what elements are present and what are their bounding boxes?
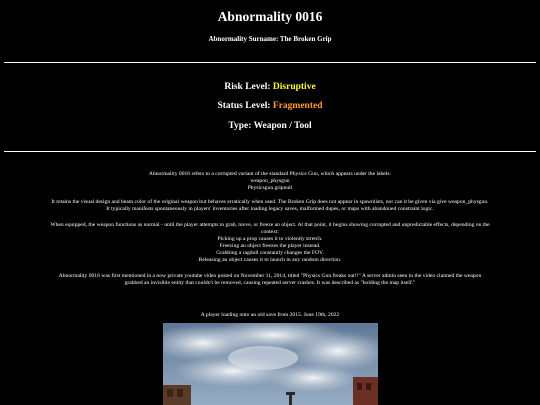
paragraph-line: Physicsgun.gripnull <box>247 185 293 192</box>
paragraph-appearance <box>0 199 540 213</box>
page-title: Abnormality 0016 <box>217 9 323 24</box>
paragraph-history <box>0 273 540 287</box>
paragraph-line: Abnormality 0016 was first mentioned in a now private youtube video posted on November 11, 2014, titled "Physics Gun freaks out!!" A server admin seen in the video claimed the weapon <box>58 273 482 279</box>
risk-level-label: Risk Level: <box>224 82 273 92</box>
image-caption: A player loading onto an old save from 2015. June 19th, 2022 <box>200 312 340 318</box>
paragraph-line: grabbed an invisible entity that couldn't be removed, causing repeated server crashes. It was described as "holding the map itself." <box>124 280 416 287</box>
paragraph-line: Abnormality 0016 refers to a corrupted variant of the standard Physics Gun, which appears under the labels: <box>148 171 392 177</box>
status-level <box>0 101 540 111</box>
divider-top <box>4 62 536 63</box>
effect-item: Freezing an object freezes the player instead. <box>219 243 321 250</box>
paragraph-effects <box>0 222 540 265</box>
effect-item: Grabbing a ragdoll constantly changes the FOV. <box>216 250 324 257</box>
paragraph-intro <box>0 171 540 192</box>
abnormality-type: Type: Weapon / Tool <box>228 121 312 131</box>
effect-item: Releasing an object causes it to launch in any random direction. <box>198 257 342 264</box>
risk-level-value: Disruptive <box>272 82 316 92</box>
risk-level <box>0 82 540 92</box>
paragraph-line: It retains the visual design and beam color of the original weapon but behaves erratically when used. The Broken Grip does not appear in spawnlists, nor can it be given via give weapon_physgun. <box>51 199 489 205</box>
sky-scene-image <box>163 323 378 405</box>
paragraph-line: weapon_physgun <box>250 178 290 185</box>
status-level-value: Fragmented <box>272 101 323 111</box>
paragraph-line: It typically manifests spontaneously in players' inventories after loading legacy saves, malformed dupes, or maps with abandoned constraint logic. <box>106 206 434 213</box>
abnormality-surname: Abnormality Surname: The Broken Grip <box>208 35 332 43</box>
screenshot-image <box>163 323 378 405</box>
paragraph-line: context: <box>260 229 280 236</box>
status-level-label: Status Level: <box>217 101 273 111</box>
divider-bottom <box>4 151 536 152</box>
effect-item: Picking up a prop causes it to violently stretch. <box>217 236 323 243</box>
paragraph-line: When equipped, the weapon functions as normal - until the player attempts to grab, move, or freeze an object. At that point, it begins showing corrupted and unpredictable effects, depending on the <box>50 222 490 228</box>
